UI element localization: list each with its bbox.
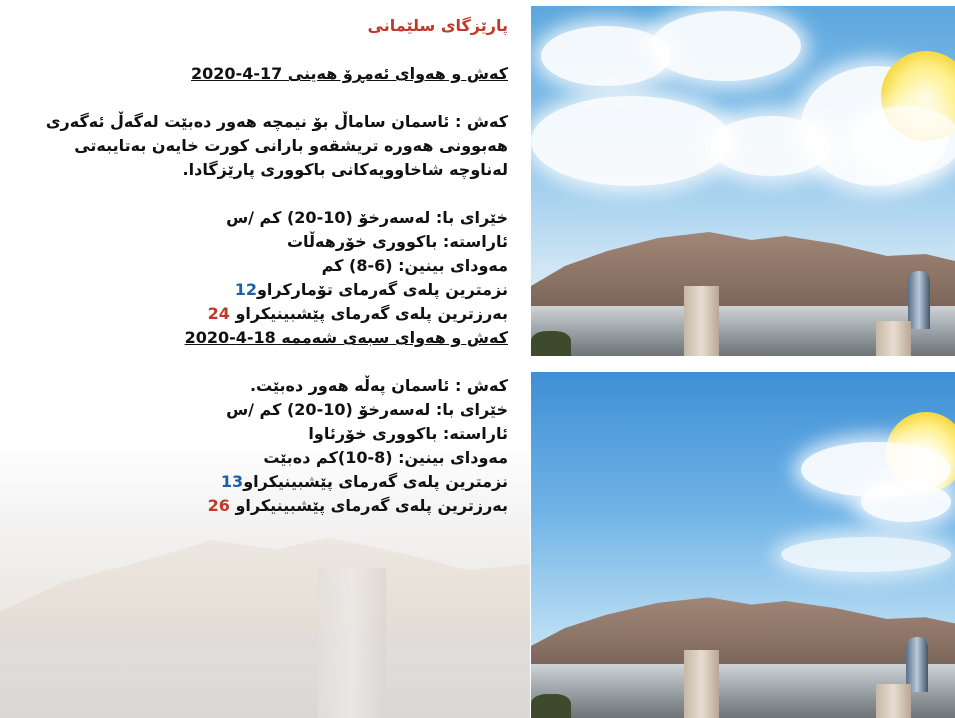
today-max-value: 24 (207, 304, 230, 323)
tomorrow-min-value: 13 (220, 472, 244, 491)
today-min-value: 12 (234, 280, 257, 299)
page-title: پارێزگای سلێمانی (367, 16, 508, 35)
tomorrow-heading: کەش و هەوای سبەی شەممە 18-4-2020 (184, 328, 508, 347)
cloud (851, 106, 955, 176)
tomorrow-max-temp (30, 494, 508, 518)
today-max-temp (30, 302, 508, 326)
today-visibility: مەودای بینین: (6-8) کم (321, 256, 508, 275)
tall-building (684, 650, 719, 718)
today-min-temp (30, 278, 508, 302)
trees (531, 331, 571, 356)
background-tower (318, 568, 386, 718)
cloud (651, 11, 801, 81)
forecast-text-panel (30, 14, 508, 518)
building (876, 321, 911, 356)
today-weather-line-2: هەبوونی هەورە تریشقەو بارانی کورت خایەن بەتایبەتی (74, 136, 508, 155)
tomorrow-sky-photo (531, 372, 955, 718)
cloud (531, 96, 731, 186)
today-sky-photo (531, 6, 955, 356)
trees (531, 694, 571, 718)
tomorrow-weather: کەش : ئاسمان پەڵە هەور دەبێت. (249, 376, 508, 395)
cloud (541, 26, 671, 86)
tomorrow-max-label: بەرزترین پلەی گەرمای پێشبینیکراو (229, 496, 508, 515)
background-city (0, 628, 530, 718)
glass-tower (908, 271, 930, 329)
today-wind: خێرای با: لەسەرخۆ (10-20) کم /س (226, 208, 508, 227)
today-min-label: نزمترین پلەی گەرمای تۆمارکراو (256, 280, 508, 299)
cloud (781, 537, 951, 572)
tall-building (684, 286, 719, 356)
tomorrow-max-value: 26 (207, 496, 230, 515)
today-heading: کەش و هەوای ئەمڕۆ هەینی 17-4-2020 (191, 64, 508, 83)
today-max-label: بەرزترین پلەی گەرمای پێشبینیکراو (229, 304, 508, 323)
tomorrow-wind: خێرای با: لەسەرخۆ (10-20) کم /س (226, 400, 508, 419)
tomorrow-direction: ئاراستە: باکووری خۆرئاوا (308, 424, 508, 443)
tomorrow-min-temp (30, 470, 508, 494)
tomorrow-visibility: مەودای بینین: (8-10)کم دەبێت (263, 448, 508, 467)
today-weather-line-3: لەناوچە شاخاوویەکانی باکووری پارێزگادا. (182, 160, 508, 179)
cloud (861, 482, 951, 522)
tomorrow-min-label: نزمترین پلەی گەرمای پێشبینیکراو (243, 472, 508, 491)
today-weather-line-1: کەش : ئاسمان ساماڵ بۆ نیمچە هەور دەبێت لەگەڵ ئەگەری (45, 112, 508, 131)
today-direction: ئاراستە: باکووری خۆرهەڵات (286, 232, 508, 251)
building (876, 684, 911, 718)
